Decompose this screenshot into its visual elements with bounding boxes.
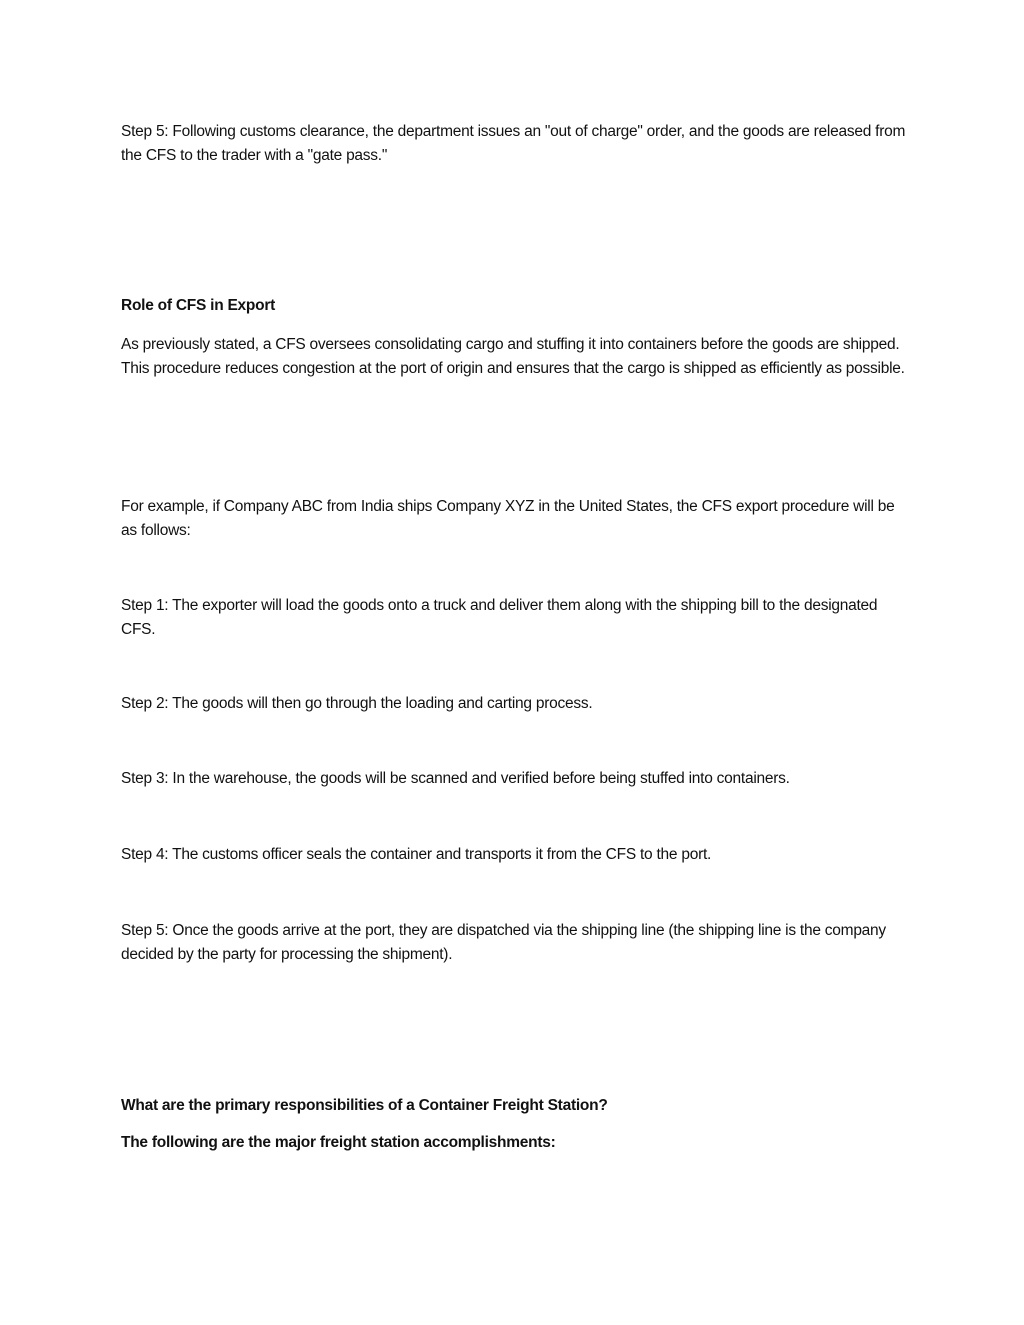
- export-step-1-paragraph: Step 1: The exporter will load the goods onto a truck and deliver them along with the shipping bill to the designated CFS.: [121, 597, 878, 638]
- responsibilities-heading: What are the primary responsibilities of a Container Freight Station?: [121, 1097, 608, 1114]
- export-step-5-paragraph: Step 5: Once the goods arrive at the port, they are dispatched via the shipping line (the shipping line is the company decided by the party for processing the shipment).: [121, 922, 886, 963]
- export-step-2-paragraph: Step 2: The goods will then go through the loading and carting process.: [121, 695, 593, 712]
- export-section-heading: Role of CFS in Export: [121, 297, 276, 314]
- example-intro-paragraph: For example, if Company ABC from India ships Company XYZ in the United States, the CFS export procedure will be as follows:: [121, 498, 895, 539]
- accomplishments-heading: The following are the major freight station accomplishments:: [121, 1134, 556, 1151]
- export-intro-paragraph: As previously stated, a CFS oversees consolidating cargo and stuffing it into containers before the goods are shipped. This procedure reduces congestion at the port of origin and ensures that the cargo is shipped as efficiently as possible.: [121, 336, 905, 377]
- export-step-3-paragraph: Step 3: In the warehouse, the goods will be scanned and verified before being stuffed into containers.: [121, 770, 790, 787]
- import-step-5-paragraph: Step 5: Following customs clearance, the department issues an "out of charge" order, and the goods are released from the CFS to the trader with a "gate pass.": [121, 123, 906, 164]
- export-step-4-paragraph: Step 4: The customs officer seals the container and transports it from the CFS to the port.: [121, 846, 712, 863]
